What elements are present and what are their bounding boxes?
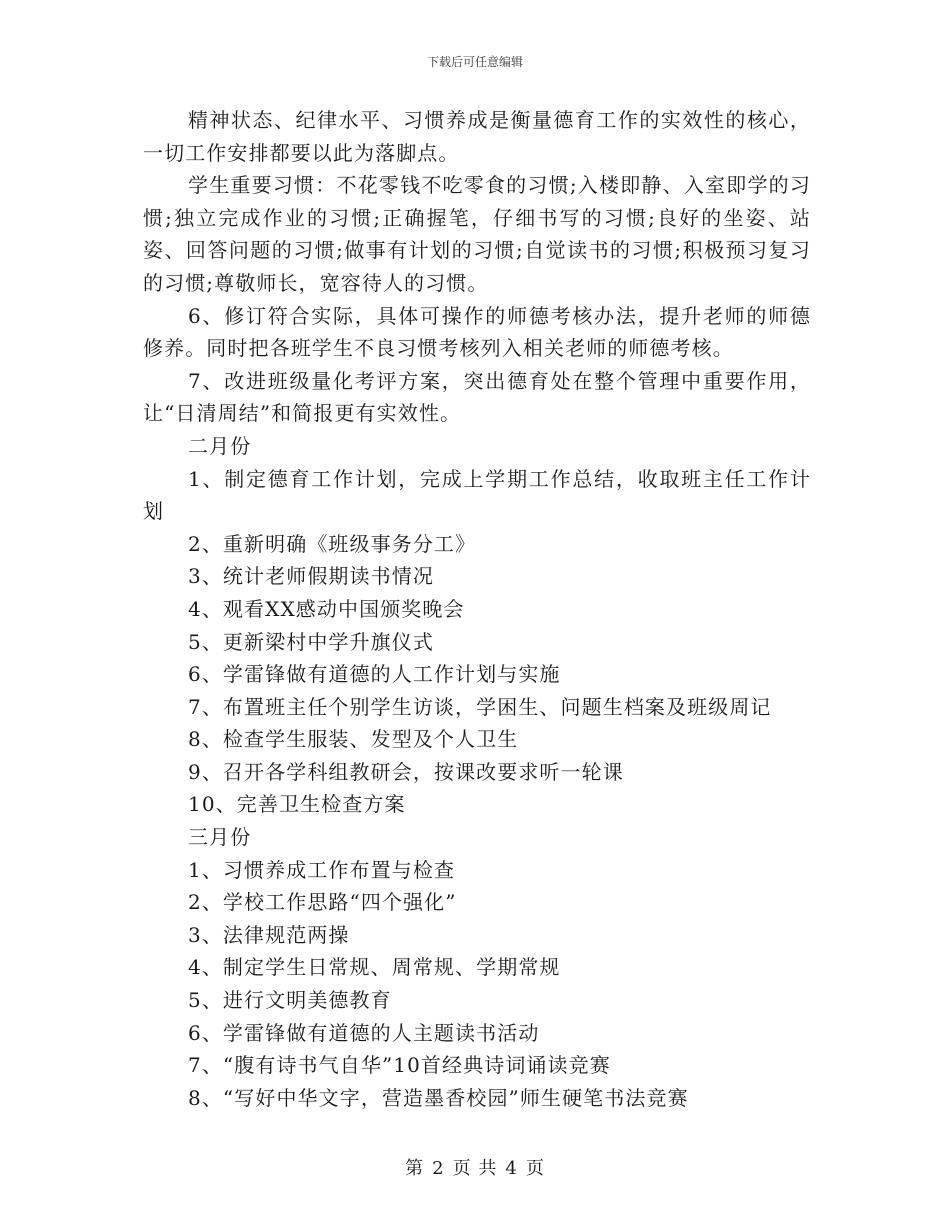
list-item: 2、重新明确《班级事务分工》 [188,531,477,556]
footer-middle: 页 共 [452,1158,498,1179]
list-item: 1、制定德育工作计划，完成上学期工作总结，收取班主任工作计划 [143,466,811,524]
document-body [143,104,811,1114]
footer-prefix: 第 [405,1158,425,1179]
page-total: 4 [505,1158,518,1179]
list-item: 6、学雷锋做有道德的人主题读书活动 [188,1020,540,1045]
section-heading-february: 二月份 [188,433,252,458]
list-item: 9、召开各学科组教研会，按课改要求听一轮课 [188,759,624,784]
section-heading-march: 三月份 [188,825,252,850]
list-item: 8、“写好中华文字，营造墨香校园”师生硬笔书法竞赛 [188,1085,689,1110]
paragraph: 学生重要习惯：不花零钱不吃零食的习惯;入楼即静、入室即学的习惯;独立完成作业的习惯;正确握笔，仔细书写的习惯;良好的坐姿、站姿、回答问题的习惯;做事有计划的习惯;自觉读书的习惯;积极预习复习的习惯;尊敬师长，宽容待人的习惯。 [143,173,811,295]
list-item: 3、法律规范两操 [188,922,350,947]
list-item: 7、布置班主任个别学生访谈，学困生、问题生档案及班级周记 [188,694,772,719]
page-number: 2 [432,1158,445,1179]
footer-suffix: 页 [525,1158,545,1179]
list-item: 6、学雷锋做有道德的人工作计划与实施 [188,662,561,687]
list-item: 4、观看XX感动中国颁奖晚会 [188,596,465,621]
paragraph: 7、改进班级量化考评方案，突出德育处在整个管理中重要作用，让“日清周结”和简报更有实效性。 [143,368,811,426]
list-item: 4、制定学生日常规、周常规、学期常规 [188,955,561,980]
list-item: 5、更新梁村中学升旗仪式 [188,629,434,654]
page-footer [0,1154,950,1180]
list-item: 5、进行文明美德教育 [188,988,392,1013]
list-item: 2、学校工作思路“四个强化” [188,890,457,915]
paragraph: 6、修订符合实际，具体可操作的师德考核办法，提升老师的师德修养。同时把各班学生不良习惯考核列入相关老师的师德考核。 [143,303,811,361]
list-item: 10、完善卫生检查方案 [188,792,406,817]
list-item: 8、检查学生服装、发型及个人卫生 [188,727,519,752]
list-item: 3、统计老师假期读书情况 [188,564,434,589]
page-header: 下载后可任意编辑 [426,55,523,69]
list-item: 7、“腹有诗书气自华”10首经典诗词诵读竞赛 [188,1053,611,1078]
paragraph: 精神状态、纪律水平、习惯养成是衡量德育工作的实效性的核心，一切工作安排都要以此为落脚点。 [143,108,811,165]
list-item: 1、习惯养成工作布置与检查 [188,857,456,882]
